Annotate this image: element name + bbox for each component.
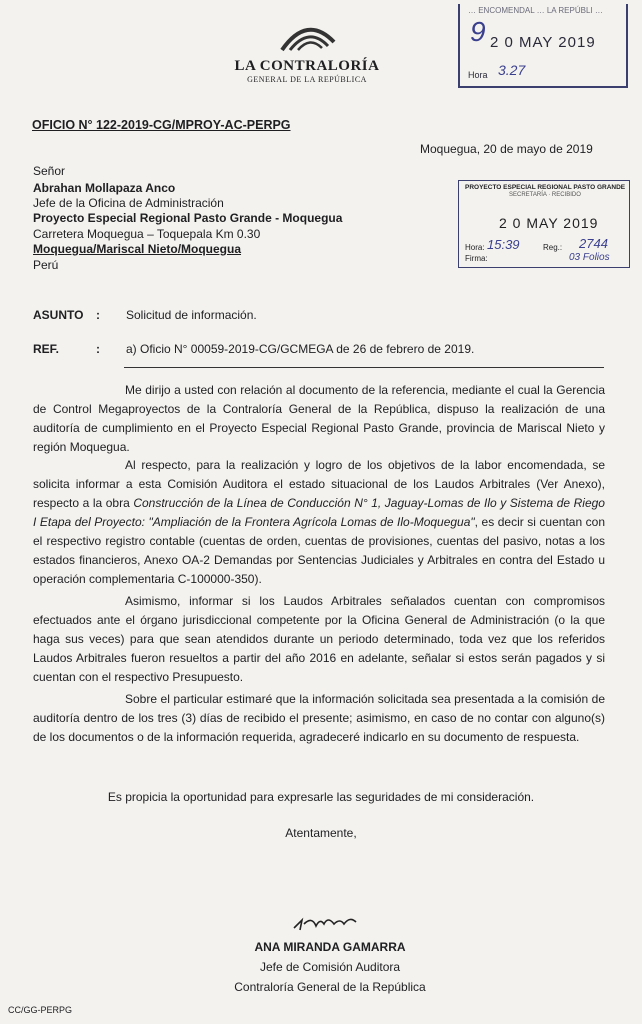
ref-colon: : xyxy=(96,342,100,356)
stamp-folios-value: 03 Folios xyxy=(569,252,610,263)
divider xyxy=(124,367,604,368)
reception-stamp-pasto-grande xyxy=(458,180,630,268)
stamp-handwritten-number: 9 xyxy=(470,16,486,47)
ref-label: REF. xyxy=(33,342,60,356)
stamp-hora-value: 15:39 xyxy=(487,237,520,252)
signer-role: Jefe de Comisión Auditora xyxy=(259,960,401,974)
address-line-2: Moquegua/Mariscal Nieto/Moquegua xyxy=(33,242,242,256)
stamp-reg-value: 2744 xyxy=(579,236,608,251)
org-subtitle: GENERAL DE LA REPÚBLICA xyxy=(247,75,367,84)
closing-line: Es propicia la oportunidad para expresarle las seguridades de mi consideración. xyxy=(107,790,535,804)
paragraph-2-text-a: Al respecto, para la realización y logro de los objetivos de la labor encomendada, se solicita informar a esta Comisión Auditora el estado situacional de los Laudos Arbitrales (Ver Anexo), respecto a la obra xyxy=(33,458,605,510)
stamp-hora-label: Hora xyxy=(468,70,488,80)
paragraph-2 xyxy=(33,456,605,589)
salutation: Señor xyxy=(33,164,66,178)
stamp-subheader: SECRETARÍA · RECIBIDO xyxy=(509,192,581,198)
signer-name: ANA MIRANDA GAMARRA xyxy=(254,940,406,954)
org-name: LA CONTRALORÍA xyxy=(234,58,380,74)
paragraph-2-text-b: , es decir si cuentan con el respectivo registro contable (cuentas de orden, cuentas de provisiones, cuentas del pasivo, notas a los estados financieros, Anexo OA-2 Demandas por Sentencias Judiciales y Arbitrales en contra del Estado u operación complementaria C-100000-350). xyxy=(33,515,605,586)
signature-scribble xyxy=(290,912,360,934)
cc-line: CC/GG-PERPG xyxy=(8,1005,73,1015)
oficio-number: OFICIO N° 122-2019-CG/MPROY-AC-PERPG xyxy=(32,118,291,132)
stamp-date: 2 0 MAY 2019 xyxy=(499,215,599,231)
atentamente: Atentamente, xyxy=(285,826,357,840)
place-date: Moquegua, 20 de mayo de 2019 xyxy=(420,142,593,156)
country: Perú xyxy=(33,258,59,272)
asunto-colon: : xyxy=(96,308,100,322)
recipient-org: Proyecto Especial Regional Pasto Grande - Moquegua xyxy=(33,211,343,225)
stamp-date: 2 0 MAY 2019 xyxy=(490,34,596,51)
stamp-hora-label: Hora: xyxy=(465,243,485,252)
address-line-1: Carretera Moquegua – Toquepala Km 0.30 xyxy=(33,227,261,241)
contraloria-logo-icon xyxy=(272,20,342,56)
paragraph-1: Me dirijo a usted con relación al documento de la referencia, mediante el cual la Gerencia de Control Megaproyectos de la Contraloría General de la República, dispuso la realización de una auditoría de cumplimiento en el Proyecto Especial Regional Pasto Grande, provincia de Mariscal Nieto y región Moquegua. xyxy=(33,383,605,454)
asunto-label: ASUNTO xyxy=(33,308,84,322)
signer-org: Contraloría General de la República xyxy=(234,980,426,994)
stamp-firma-label: Firma: xyxy=(465,254,488,263)
stamp-hora-value: 3.27 xyxy=(498,62,526,78)
stamp-partial-text: … ENCOMENDAL … LA REPÚBLI … xyxy=(468,6,603,15)
paragraph-3: Asimismo, informar si los Laudos Arbitrales señalados cuentan con compromisos efectuados ante el órgano jurisdiccional competente por la Oficina General de Administración (o la que haga sus veces) para que sean atendidos durante un periodo determinado, toda vez que los referidos Laudos Arbitrales fueron resueltos a partir del año 2016 en adelante, señalar si estos serán pagados y si cuentan con el respectivo Presupuesto. xyxy=(33,594,605,684)
recipient-role: Jefe de la Oficina de Administración xyxy=(33,196,224,210)
paragraph-4: Sobre el particular estimaré que la información solicitada sea presentada a la comisión de auditoría dentro de los tres (3) días de recibido el presente; asimismo, en caso de no contar con alguno(s) de los documentos o de la información requerida, agradeceré indicarlo en su documento de respuesta. xyxy=(33,692,605,744)
ref-value: a) Oficio N° 00059-2019-CG/GCMEGA de 26 de febrero de 2019. xyxy=(126,342,475,356)
asunto-value: Solicitud de información. xyxy=(126,308,257,322)
stamp-header: PROYECTO ESPECIAL REGIONAL PASTO GRANDE xyxy=(465,184,626,191)
stamp-reg-label: Reg.: xyxy=(543,243,563,252)
paragraph-2-project-title: Construcción de la Línea de Conducción N° 1, Jaguay-Lomas de Ilo y Sistema de Riego I Etapa del Proyecto: "Ampliación de la Frontera Agrícola Lomas de Ilo-Moquegua" xyxy=(33,496,605,529)
recipient-name: Abrahan Mollapaza Anco xyxy=(33,181,176,195)
reception-stamp-top xyxy=(458,4,628,88)
